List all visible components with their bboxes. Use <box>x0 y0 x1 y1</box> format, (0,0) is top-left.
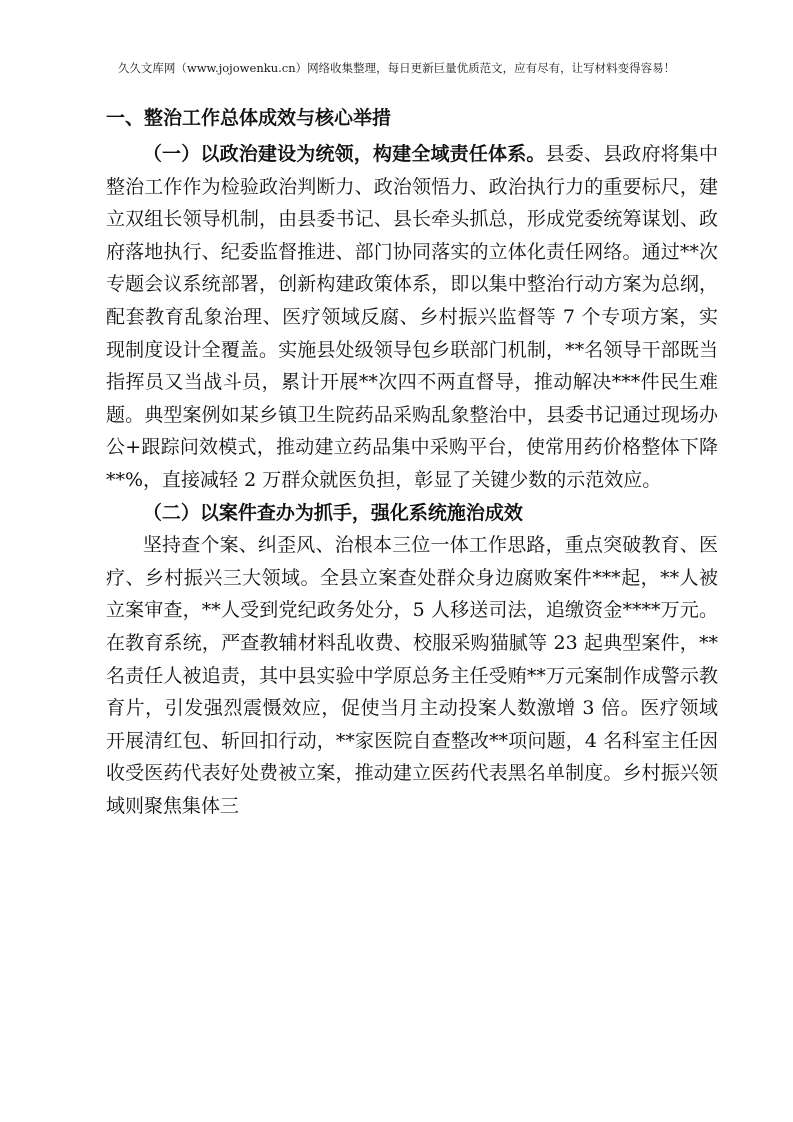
page-header-banner: 久久文库网（www.jojowenku.cn）网络收集整理，每日更新巨量优质范文，应有尽有，让写材料变得容易！ <box>117 61 676 75</box>
paragraph-political-leadership <box>106 138 718 497</box>
paragraph-body: 县委、县政府将集中整治工作作为检验政治判断力、政治领悟力、政治执行力的重要标尺，建立双组长领导机制，由县委书记、县长牵头抓总，形成党委统筹谋划、政府落地执行、纪委监督推进、部门协同落实的立体化责任网络。通过**次专题会议系统部署，创新构建政策体系，即以集中整治行动方案为总纲，配套教育乱象治理、医疗领域反腐、乡村振兴监督等 7 个专项方案，实现制度设计全覆盖。实施县处级领导包乡联部门机制，**名领导干部既当指挥员又当战斗员，累计开展**次四不两直督导，推动解决***件民生难题。典型案例如某乡镇卫生院药品采购乱象整治中，县委书记通过现场办公+跟踪问效模式，推动建立药品集中采购平台，使常用药价格整体下降**%，直接减轻 2 万群众就医负担，彰显了关键少数的示范效应。 <box>106 143 718 491</box>
subheading-inline: （一）以政治建设为统领，构建全域责任体系。 <box>142 143 546 165</box>
section-heading: 一、整治工作总体成效与核心举措 <box>106 107 392 129</box>
paragraph-case-handling: 坚持查个案、纠歪风、治根本三位一体工作思路，重点突破教育、医疗、乡村振兴三大领域。全县立案查处群众身边腐败案件***起，**人被立案审查，**人受到党纪政务处分，5 人移送司法，追缴资金****万元。在教育系统，严查教辅材料乱收费、校服采购猫腻等 23 起典型案件，**名责任人被追责，其中县实验中学原总务主任受贿**万元案制作成警示教育片，引发强烈震慑效应，促使当月主动投案人数激增 3 倍。医疗领域开展清红包、斩回扣行动，**家医院自查整改**项问题，4 名科室主任因收受医药代表好处费被立案，推动建立医药代表黑名单制度。乡村振兴领域则聚焦集体三 <box>106 534 718 817</box>
document-body <box>106 103 718 822</box>
subheading-case-handling: （二）以案件查办为抓手，强化系统施治成效 <box>142 501 523 524</box>
